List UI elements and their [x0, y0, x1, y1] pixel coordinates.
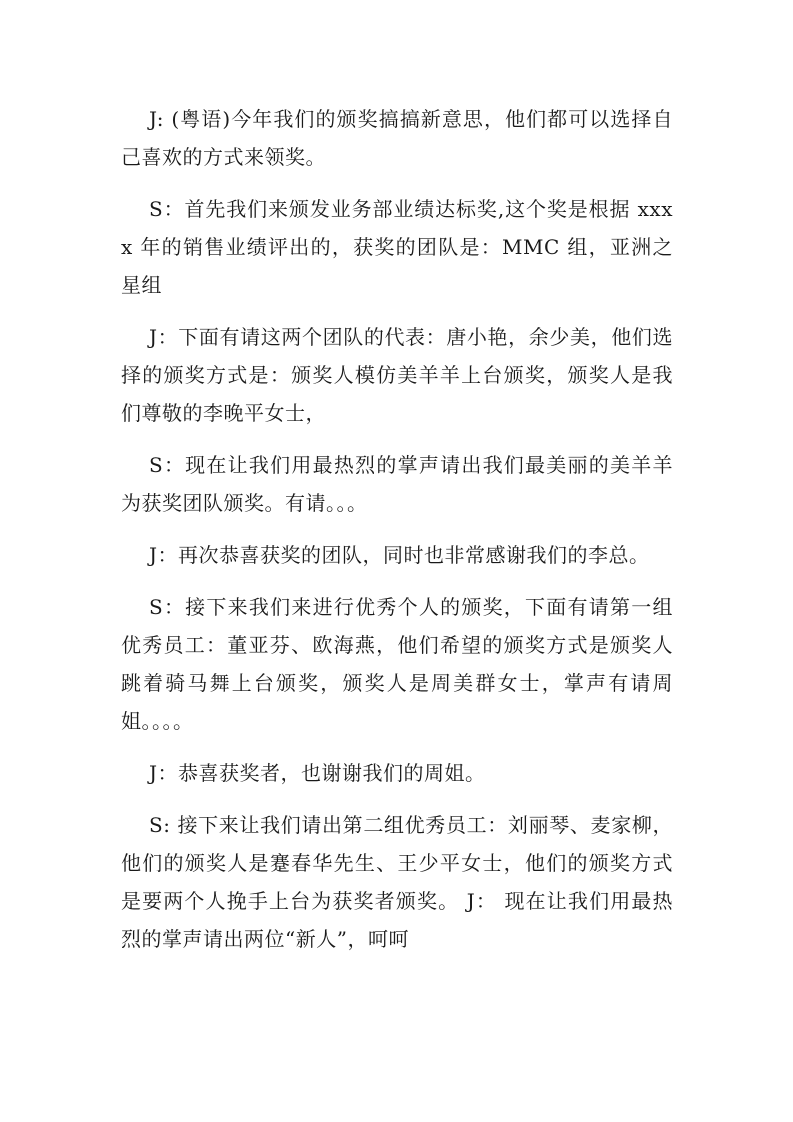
paragraph-5: J：再次恭喜获奖的团队，同时也非常感谢我们的李总。 — [149, 543, 650, 567]
paragraph-3: J：下面有请这两个团队的代表：唐小艳，余少美，他们选择的颁奖方式是：颁奖人模仿美羊羊上台颁奖，颁奖人是我们尊敬的李晚平女士， — [121, 325, 673, 425]
paragraph-1: J: (粤语)今年我们的颁奖搞搞新意思，他们都可以选择自己喜欢的方式来领奖。 — [121, 107, 673, 169]
paragraph-8: S: 接下来让我们请出第二组优秀员工：刘丽琴、麦家柳，他们的颁奖人是蹇春华先生、王少平女士，他们的颁奖方式是要两个人挽手上台为获奖者颁奖。 J： 现在让我们用最热烈的掌声请出两位“新人”，呵呵 — [121, 813, 673, 951]
paragraph-7: J：恭喜获奖者，也谢谢我们的周姐。 — [149, 761, 486, 785]
document-body — [121, 100, 673, 972]
paragraph-6: S：接下来我们来进行优秀个人的颁奖，下面有请第一组优秀员工：董亚芬、欧海燕，他们希望的颁奖方式是颁奖人跳着骑马舞上台颁奖，颁奖人是周美群女士，掌声有请周姐。。。。 — [121, 595, 673, 733]
paragraph-4: S：现在让我们用最热烈的掌声请出我们最美丽的美羊羊为获奖团队颁奖。有请。。。 — [121, 453, 673, 515]
paragraph-2: S：首先我们来颁发业务部业绩达标奖,这个奖是根据 xxxx 年的销售业绩评出的，获奖的团队是：MMC 组，亚洲之星组 — [121, 197, 673, 297]
